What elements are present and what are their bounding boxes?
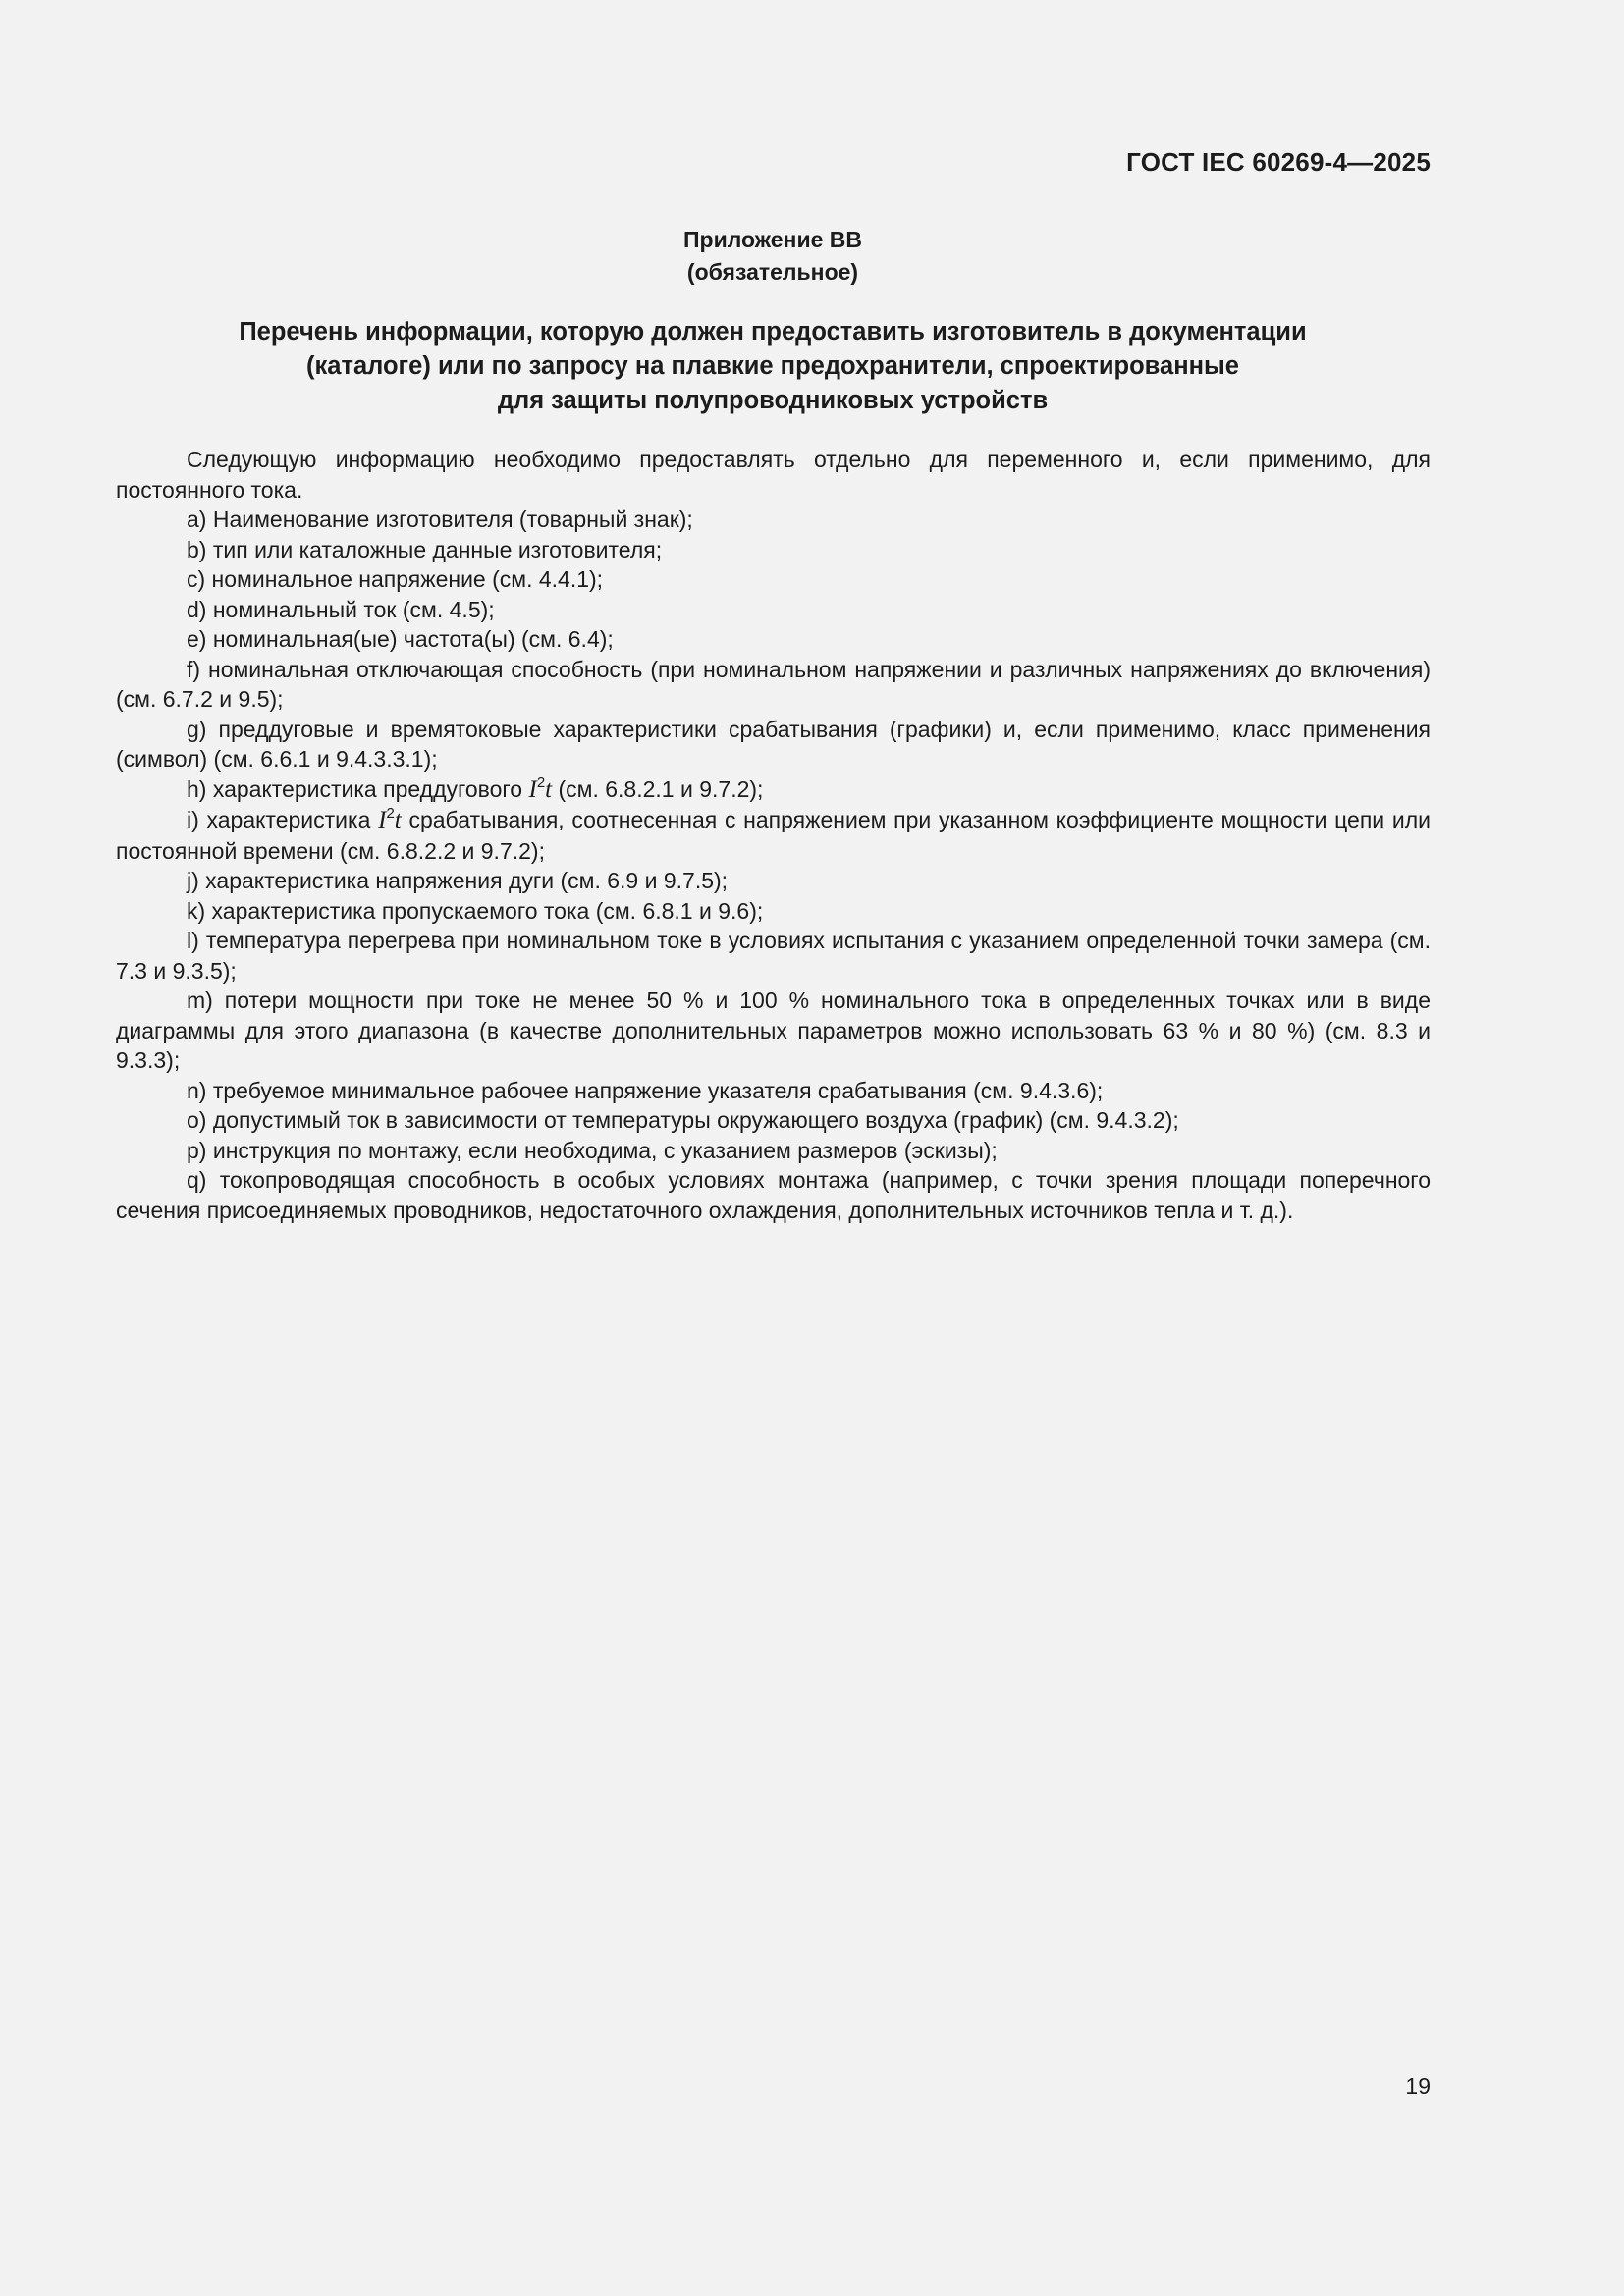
annex-heading [0,224,1545,289]
list-item-o: o) допустимый ток в зависимости от температуры окружающего воздуха (график) (см. 9.4.3.2); [187,1107,1179,1133]
list-item-g: g) преддуговые и времятоковые характеристики срабатывания (графики) и, если применимо, класс применения (символ) (см. 6.6.1 и 9.4.3.3.1); [116,716,1431,772]
annex-status: (обязательное) [686,259,859,285]
list-item-m: m) потери мощности при токе не менее 50 % и 100 % номинального тока в определенных точках или в виде диаграммы для этого диапазона (в качестве дополнительных параметров можно использовать 63 % и 80 %) (см. 8.3 и 9.3.3); [116,988,1431,1073]
annex-name: Приложение ВВ [682,227,862,252]
list-item-k: k) характеристика пропускаемого тока (см. 6.8.1 и 9.6); [187,897,764,924]
i2t-symbol: $I^2t$ [378,805,402,833]
list-item-i-text-start: i) характеристика [187,807,379,832]
annex-title-line-1: Перечень информации, которую должен предоставить изготовитель в документации [239,318,1307,346]
i2t-symbol: $I^2t$ [528,774,553,803]
list-item-n: n) требуемое минимальное рабочее напряжение указателя срабатывания (см. 9.4.3.6); [187,1077,1104,1103]
list-item-i-text-end: срабатывания, соотнесенная с напряжением при указанном коэффициенте мощности цепи или постоянной времени (см. 6.8.2.2 и 9.7.2); [116,807,1431,864]
list-item-q: q) токопроводящая способность в особых условиях монтажа (например, с точки зрения площади поперечного сечения присоединяемых проводников, недостаточного охлаждения, дополнительных источников тепла и т. д.). [116,1167,1431,1223]
standard-code-header: ГОСТ IEC 60269-4—2025 [1126,147,1431,177]
intro-paragraph: Следующую информацию необходимо предоставлять отдельно для переменного и, если применимо, для постоянного тока. [116,447,1431,503]
body-text [116,445,1431,1225]
annex-title-line-2: (каталоге) или по запросу на плавкие предохранители, спроектированные [306,352,1239,380]
list-item-l: l) температура перегрева при номинальном токе в условиях испытания с указанием определенной точки замера (см. 7.3 и 9.3.5); [116,928,1431,984]
list-item-d: d) номинальный ток (см. 4.5); [187,596,495,622]
list-item-h-text-start: h) характеристика преддугового [187,775,529,802]
list-item-a: a) Наименование изготовителя (товарный знак); [187,507,693,532]
list-item-p: p) инструкция по монтажу, если необходима, с указанием размеров (эскизы); [187,1137,998,1163]
list-item-b: b) тип или каталожные данные изготовителя; [187,536,663,562]
list-item-f: f) номинальная отключающая способность (при номинальном напряжении и различных напряжениях до включения) (см. 6.7.2 и 9.5); [116,656,1431,712]
annex-title-line-3: для защиты полупроводниковых устройств [497,387,1049,414]
list-item-c: c) номинальное напряжение (см. 4.4.1); [187,566,604,592]
annex-title [147,315,1398,418]
list-item-e: e) номинальная(ые) частота(ы) (см. 6.4); [187,626,614,652]
list-item-h [116,774,1431,806]
list-item-i [116,805,1431,866]
page-number: 19 [1405,2073,1431,2099]
list-item-h-text-end: (см. 6.8.2.1 и 9.7.2); [552,775,764,802]
list-item-j: j) характеристика напряжения дуги (см. 6.9 и 9.7.5); [187,868,729,893]
